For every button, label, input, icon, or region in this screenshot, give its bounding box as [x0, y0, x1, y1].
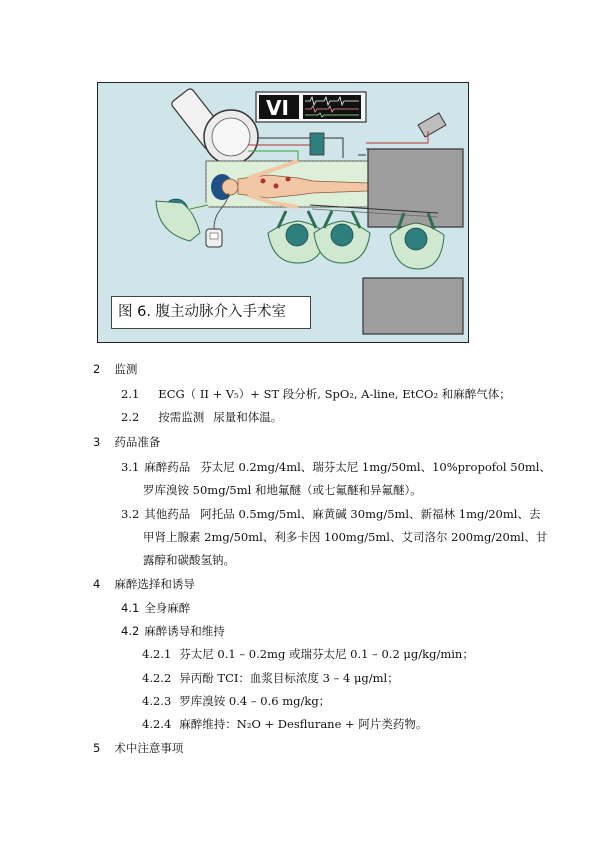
infusion-pump: [310, 133, 324, 155]
monitor-letters: VI: [266, 96, 289, 120]
item-3-1-line-1: [121, 459, 551, 475]
anesthesiologist: [156, 199, 208, 241]
item-2-1: [121, 386, 511, 402]
patient-monitor: [256, 92, 366, 122]
section-2-heading: [93, 361, 137, 377]
section-5-heading: [93, 740, 183, 756]
item-number: 4.2.3: [142, 694, 172, 708]
item-title: 麻醉诱导和维持: [144, 624, 225, 638]
section-number: 3: [93, 435, 101, 449]
item-title: 麻醉药品: [144, 460, 191, 474]
item-4-2: [121, 623, 225, 639]
item-number: 4.2.2: [142, 671, 172, 685]
item-number: 3.2: [121, 507, 140, 521]
figure-caption: 图 6. 腹主动脉介入手术室: [111, 296, 311, 329]
section-title: 监测: [114, 362, 138, 376]
item-text: 尿量和体温。: [213, 410, 283, 424]
item-4-1: [121, 600, 190, 616]
item-4-2-2: [142, 670, 399, 686]
item-number: 3.1: [121, 460, 140, 474]
item-4-2-3: [142, 693, 330, 709]
item-number: 4.2.1: [142, 647, 172, 661]
surgical-lamp: [170, 87, 258, 164]
item-text: 罗库溴铵 0.4 – 0.6 mg/kg；: [179, 694, 331, 708]
item-3-2-line-1: [121, 506, 540, 522]
section-4-heading: [93, 576, 195, 592]
section-number: 5: [93, 741, 101, 755]
surgeon-2: [314, 211, 370, 263]
item-2-2: [121, 409, 282, 425]
item-number: 2.1: [121, 387, 140, 401]
item-title: 全身麻醉: [144, 601, 191, 615]
section-3-heading: [93, 434, 160, 450]
item-number: 4.2.4: [142, 717, 172, 731]
item-text: 阿托品 0.5mg/5ml、麻黄碱 30mg/5ml、新福林 1mg/20ml、去: [200, 507, 541, 521]
item-title: 其他药品: [144, 507, 191, 521]
item-text: 芬太尼 0.1 – 0.2mg 或瑞芬太尼 0.1 – 0.2 μg/kg/min；: [179, 647, 474, 661]
item-3-1-line-2: 罗库溴铵 50mg/5ml 和地氟醚（或七氟醚和异氟醚）。: [143, 483, 422, 497]
item-text: 麻醉维持：N₂O + Desflurane + 阿片类药物。: [179, 717, 428, 731]
item-text: 芬太尼 0.2mg/4ml、瑞芬太尼 1mg/50ml、10%propofol 50ml、: [200, 460, 551, 474]
operating-room-figure: [97, 82, 469, 343]
item-4-2-1: [142, 646, 474, 662]
item-4-2-4: [142, 716, 427, 732]
section-number: 4: [93, 577, 101, 591]
anesthesia-machine: [418, 113, 446, 137]
item-title: 按需监测: [158, 410, 205, 424]
item-number: 4.2: [121, 624, 140, 638]
item-number: 4.1: [121, 601, 140, 615]
section-title: 药品准备: [114, 435, 161, 449]
section-number: 2: [93, 362, 101, 376]
item-3-2-line-3: 露醇和碳酸氢钠。: [143, 553, 235, 567]
item-number: 2.2: [121, 410, 140, 424]
item-3-2-line-2: 甲肾上腺素 2mg/50ml、利多卡因 100mg/5ml、艾司洛尔 200mg/20ml、甘: [143, 530, 548, 544]
item-text: 异丙酚 TCI：血浆目标浓度 3 – 4 μg/ml；: [179, 671, 399, 685]
equipment-cabinet-bottom: [363, 278, 463, 334]
item-text: ECG（ II + V₅）+ ST 段分析, SpO₂, A-line, EtCO₂ 和麻醉气体；: [158, 387, 511, 401]
section-title: 术中注意事项: [114, 741, 184, 755]
section-title: 麻醉选择和诱导: [114, 577, 195, 591]
